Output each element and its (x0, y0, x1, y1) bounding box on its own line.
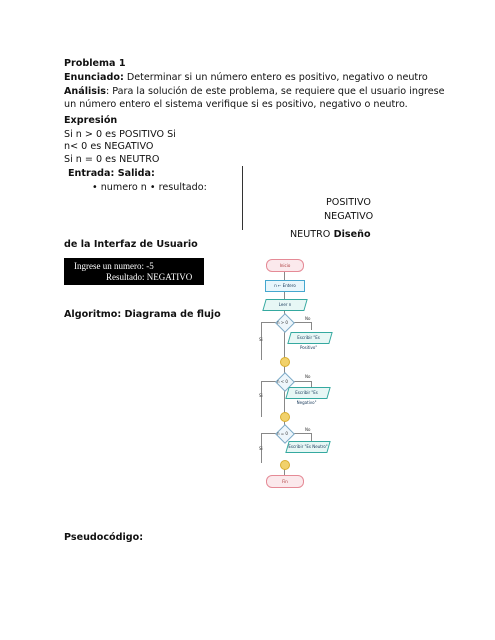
flow-out-1 (287, 332, 332, 350)
flow-end: Fin (266, 475, 304, 488)
analysis-line-1 (64, 86, 445, 98)
problem-title: Problema 1 (64, 58, 126, 69)
flow-merge-2 (280, 412, 290, 422)
flow-merge-3 (280, 460, 290, 470)
input-output-bullets: • numero n • resultado: (92, 182, 207, 193)
flow-cond-3: n = 0 (277, 431, 288, 436)
ui-design-heading: de la Interfaz de Usuario (64, 239, 198, 250)
flow-cond-1: n > 0 (277, 320, 288, 325)
statement-line (64, 72, 428, 84)
pseudocode-heading: Pseudocódigo: (64, 532, 144, 543)
analysis-text-1: : Para la solución de este problema, se requiere que el usuario ingrese (106, 86, 445, 97)
result-negativo: NEGATIVO (324, 211, 374, 222)
flow-yes-1: Si (259, 337, 263, 342)
flow-no-1: No (305, 316, 311, 321)
connector-line (284, 330, 285, 360)
console-result-line: Resultado: NEGATIVO (106, 272, 193, 282)
flow-out-3 (285, 441, 330, 453)
analysis-line-2: un número entero el sistema verifique si es positivo, negativo o neutro. (64, 99, 408, 110)
flow-declare: n ← Entero (265, 280, 305, 292)
flow-read (262, 299, 307, 311)
flow-no-2: No (305, 374, 311, 379)
expression-line-1: Si n > 0 es POSITIVO Si (64, 129, 176, 140)
result-neutro-line (290, 229, 371, 241)
algorithm-heading: Algoritmo: Diagrama de flujo (64, 309, 221, 320)
result-neutro: NEUTRO (290, 229, 331, 240)
input-output-heading: Entrada: Salida: (68, 168, 155, 179)
column-divider (242, 166, 243, 230)
statement-text: Determinar si un número entero es positivo, negativo o neutro (123, 72, 428, 83)
console-output (64, 258, 204, 285)
flow-start: Inicio (266, 259, 304, 272)
flow-out-1-label: Escribir "Es Positivo" (297, 335, 320, 350)
flow-no-3: No (305, 427, 311, 432)
console-input-line: Ingrese un numero: -5 (74, 261, 154, 271)
flow-read-label: Leer n (278, 302, 292, 307)
flow-out-2-label: Escribir "Es Negativo" (295, 390, 318, 405)
flow-yes-2: Si (259, 393, 263, 398)
expression-line-2: n< 0 es NEGATIVO (64, 141, 154, 152)
connector-line (284, 269, 285, 319)
flow-merge-1 (280, 357, 290, 367)
expression-heading: Expresión (64, 115, 118, 126)
statement-label: Enunciado: (64, 72, 124, 83)
flowchart (255, 255, 335, 490)
design-label: Diseño (330, 229, 371, 240)
flow-out-3-label: Escribir "Es Neutro" (288, 444, 328, 449)
flow-out-2 (285, 387, 330, 405)
connector-line (311, 433, 312, 441)
flow-cond-2: n < 0 (277, 379, 288, 384)
result-positivo: POSITIVO (326, 197, 371, 208)
expression-line-3: Si n = 0 es NEUTRO (64, 154, 160, 165)
analysis-label: Análisis (64, 86, 107, 97)
flow-yes-3: Si (259, 446, 263, 451)
connector-line (261, 381, 262, 417)
connector-line (311, 322, 312, 330)
